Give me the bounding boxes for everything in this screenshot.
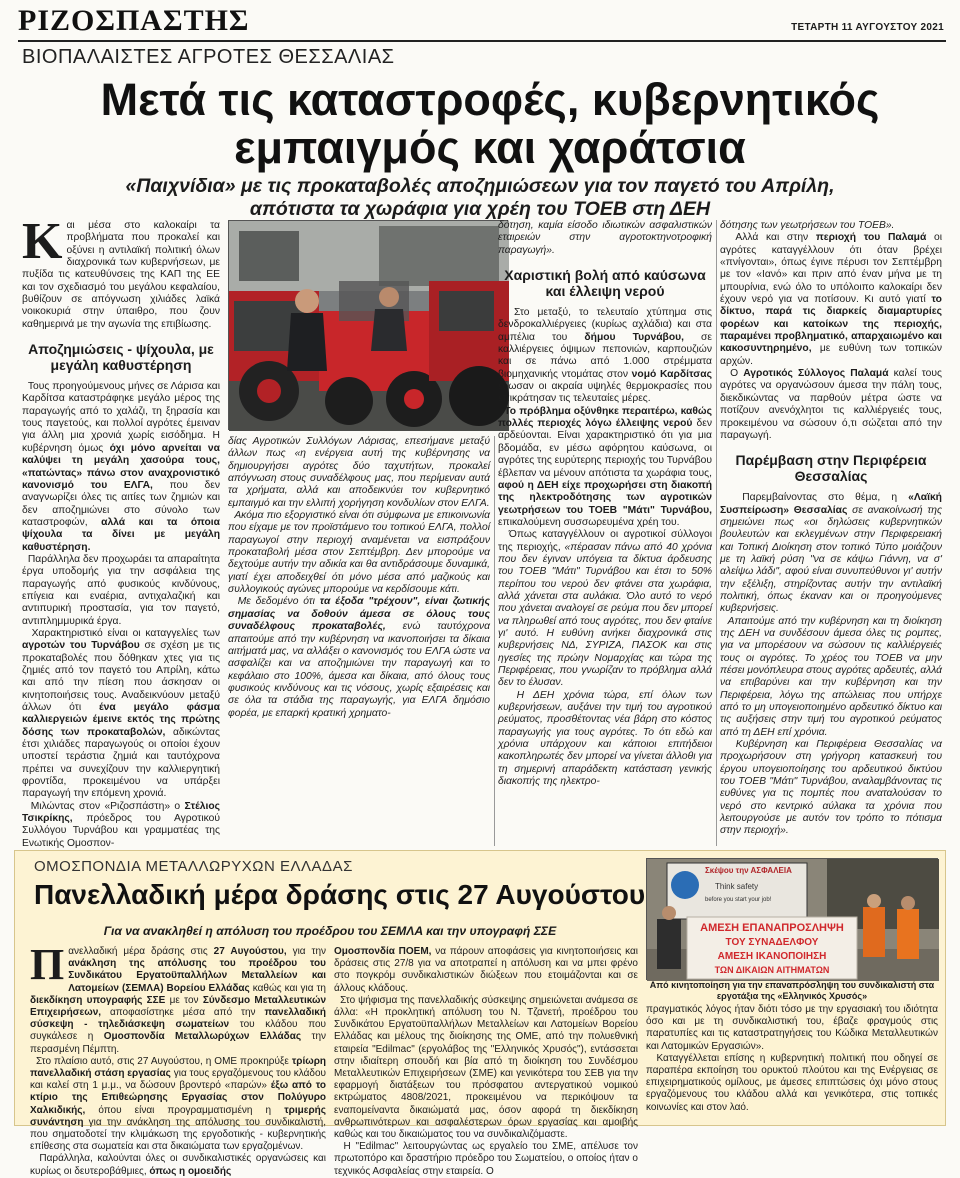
- photo-caption: Από κινητοποίηση για την επαναπρόσληψη του συνδικαλιστή στα εργοτάξια της «Ελληνικός Χρυσός»: [649, 980, 935, 1001]
- intertitle-region-intervention: Παρέμβαση στην Περιφέρεια Θεσσαλίας: [735, 452, 927, 485]
- sign-text-think: Think safety: [715, 882, 759, 891]
- paragraph-text: σε σχέση με τις προκαταβολές που δόθηκαν χτες για τις ζημιές από τον παγετό του Απρίλη, κάτω και από την πίεση που άσκησαν οι κινητοποιήσεις τους. Αναδεικνύουν μεταξύ άλλων ότι: [22, 640, 220, 714]
- bold-text: πανελλαδική σύσκεψη - τηλεδιάσκεψη σωματείων: [30, 1007, 326, 1031]
- paragraph-text: που δεν αναγνωρίζει όλες τις αιτίες των ζημιών και δεν αποζημιώνει στο σύνολο των καταστροφών,: [22, 479, 220, 528]
- bold-text: περιοχή του Παλαμά: [815, 232, 927, 244]
- paragraph-text: Τους προηγούμενους μήνες σε Λάρισα και Καρδίτσα καταστράφηκε μεγάλο μέρος της παραγωγής από το χαλάζι, τη ξηρασία και τους παγετούς, και πολλοί αγρότες έμειναν για άλλη μια χρονιά χωρίς εισόδημα. Η κυβέρνηση όμως: [22, 381, 220, 454]
- article1-column-2: [228, 436, 490, 846]
- bold-text: Ομοσπονδία ΠΟΕΜ,: [334, 946, 432, 957]
- paragraph-text: για την: [292, 946, 327, 957]
- bold-text: «Λαϊκή Συσπείρωση» Θεσσαλίας: [720, 492, 942, 516]
- article2-column-1: [30, 940, 327, 1177]
- sign-text-before: before you start your job!: [705, 897, 772, 903]
- paragraph-text: Μιλώντας στον «Ριζοσπάστη» ο: [30, 800, 181, 812]
- bold-text: νομό Καρδίτσας: [631, 368, 712, 380]
- miners-protest-photo: [646, 858, 938, 980]
- paragraph-text: Παρεμβαίνοντας στο θέμα, η: [742, 492, 898, 504]
- dateline: ΤΕΤΑΡΤΗ 11 ΑΥΓΟΥΣΤΟΥ 2021: [791, 22, 944, 33]
- paragraph-text: καλεί τους αγρότες να οργανώσουν άμεσα την πάλη τους, διεκδικώντας να παρθούν μέτρα ώστε να ποτίζουν ανενόχλητοι τις καλλιέργειές τους, προκειμένου να σώσουν ό,τι σώζεται από την παραγωγή.: [720, 368, 942, 441]
- bold-text: διεκδίκηση υπογραφής ΣΣΕ: [30, 994, 166, 1006]
- bold-text: δήμου Τυρνάβου,: [584, 331, 684, 343]
- banner-line-3: ΑΜΕΣΗ ΙΚΑΝΟΠΟΙΗΣΗ: [717, 951, 827, 962]
- paragraph-text: Παράλληλα δεν προχωράει τα απαραίτητα έργα υποδομής για την ασφάλεια της παραγωγής από φυσικούς κινδύνους, επίγεια και εναέρια, αντιχαλαζική και αντιπυρική προστασία, για τον παγετό, αντιπλημμυρικά έργα.: [22, 553, 220, 627]
- column-divider: [494, 436, 495, 846]
- article2-headline: Πανελλαδική μέρα δράσης στις 27 Αυγούστου: [34, 879, 646, 910]
- paragraph-text: Ακόμα πιο εξοργιστικό είναι ότι σύμφωνα με επικοινωνία που είχαμε με τον προϊστάμενο του τοπικού ΕΛΓΑ, πολλοί παραγωγοί στην περιοχή αναμένεται να εισπράξουν προκαταβολή μέσα στον Σεπτέμβρη. Δεν μπορούμε να δεχτούμε αυτήν την αδικία και θα αντιδράσουμε δυναμικά, γιατί έχει αποδειχθεί ότι μόνο μέσα από μαζικούς και συλλογικούς αγώνες μπορούμε να κερδίσουμε κάτι.: [228, 510, 490, 596]
- paragraph-text: αδικώντας έτσι χιλιάδες παραγωγούς οι οποίοι έχουν υποστεί τεράστια ζημιά και ταυτόχρονα πρέπει να συνεχίζουν την καλλιεργητική φροντίδα, προκειμένου να υπάρξει παραγωγή την επόμενη χρονιά.: [22, 726, 220, 800]
- bold-text: Ομοσπονδία Μεταλλωρύχων Ελλάδας: [103, 1031, 302, 1043]
- article1-headline: [50, 76, 930, 172]
- column-divider: [716, 220, 717, 846]
- article1-column-1: [22, 213, 220, 849]
- paragraph-text: σε καλλιέργειες όψιμων πεπονιών, καρπουζιών και σε πάνω από 1.000 στρέμματα βιομηχανικής ντομάτας στον: [498, 331, 712, 380]
- intertitle-heatwave: Χαριστική βολή από καύσωνα και έλλειψη νερού: [504, 267, 706, 300]
- paragraph-text: όπου είναι προγραμματισμένη η: [98, 1104, 272, 1116]
- bold-text: Το πρόβλημα οξύνθηκε περαιτέρω, καθώς πολλές περιοχές λόγω έλλειψης νερού: [498, 405, 712, 430]
- paragraph-text: Με δεδομένο ότι: [237, 596, 315, 608]
- bold-text: όχι μόνο αρνείται να καλύψει τη μεγάλη χασούρα τους, «πατώντας» πάνω στον αναχρονιστικό κανονισμό του ΕΛΓΑ,: [22, 442, 220, 491]
- paragraph-text: Κυβέρνηση και Περιφέρεια Θεσσαλίας να προχωρήσουν στη γρήγορη κατασκευή του έργου υπογειοποίησης του αρδευτικού δικτύου του ΤΟΕΒ "Μάτι" Τυρνάβου, αναλαμβάνοντας τις ευθύνες για τις πομπές που αναταλούσαν το νερό στο κεντρικό αύλακα τα χρόνια που λειτουργούσε με αυτόν τον τρόπο το πότισμα στην περιοχή».: [720, 739, 942, 837]
- article1-column-3: [498, 220, 712, 846]
- paragraph-text: για τους εργαζόμενους του κλάδου και καλεί στη 1 μ.μ., να δώσουν βροντερό «παρών»: [30, 1068, 327, 1092]
- subhead-line-1: «Παιχνίδια» με τις προκαταβολές αποζημιώσεων για τον παγετό του Απρίλη,: [125, 175, 835, 197]
- bold-text: τριμερής συνάντηση: [30, 1104, 326, 1128]
- paragraph-text: Αλλά και στην: [735, 232, 809, 244]
- sign-text-safety: Σκέψου την ΑΣΦΑΛΕΙΑ: [705, 866, 792, 875]
- article1-column-4: [720, 220, 942, 846]
- article2-subhead: Για να ανακληθεί η απόλυση του προέδρου του ΣΕΜΛΑ και την υπογραφή ΣΣΕ: [103, 924, 557, 938]
- paragraph-text: δίας Αγροτικών Συλλόγων Λάρισας, επεσήμανε μεταξύ άλλων πως «η ενέργεια αυτή της κυβέρνησης να δημιουργήσει αγρότες δύο ταχυτήτων, προκαλεί απόγνωση στους συναδέλφους μας, που περίμεναν αυτά τα χρήματα, αλλά και αποδεικνύει τον κυβερνητικό εμπαιγμό και την ελλιπή χορήγηση κονδυλίων στον ΕΛΓΑ.: [228, 436, 490, 509]
- paragraph-text: Ο: [730, 368, 739, 380]
- paragraph-text: ενώ ταυτόχρονα απαιτούμε από την κυβέρνηση να ικανοποιήσει τα δίκαια αιτήματά μας, να αλλάξει ο κανονισμός του ΕΛΓΑ ώστε να ασφαλίζει και να αποζημιώνει την παραγωγή και το κεφάλαιο στο 100%, άμεσα και δίκαια, από όλους τους φυσικούς κινδύνους και τις νόσους, χωρίς εξαιρέσεις και σε όλα τα στάδια της παραγωγής, για ΕΛΓΑ δημόσιο φορέα, με επαρκή κρατική χρηματο-: [228, 621, 490, 719]
- bold-text: τρίωρη πανελλαδική στάση εργασίας: [30, 1055, 326, 1080]
- paragraph-text: ανελλαδική μέρα δράσης στις: [68, 946, 208, 957]
- paragraph-text: Παράλληλα, καλούνται όλες οι συνδικαλιστικές οργανώσεις και κυρίως οι δευτεροβάθμιες,: [30, 1153, 327, 1177]
- bold-text: τα έξοδα "τρέχουν", είναι ζωτικής σημασίας να δοθούν άμεσα σε όλους τους συναδέλφους προκαταβολές,: [228, 596, 490, 633]
- bold-text: το δίκτυο, παρά τις διαρκείς διαμαρτυρίες φορέων και κατοίκων της περιοχής, παραμένει προβληματικό, απαρχαιωμένο και κακοσυντηρημένο,: [720, 294, 942, 355]
- italic-text: «πέρασαν πάνω από 40 χρόνια που δεν έγιναν υπόγεια τα δίκτυα άρδευσης του ΤΟΕΒ "Μάτι" Τυρνάβου και έτσι το 50% περίπου του νερού δεν φτάνει στα χωράφια, αλλά χάνεται στα αυλάκια. Όλο αυτό το νερό που χάνεται αναλογεί σε ρεύμα που δεν μπορεί να πληρωθεί από τους αγρότες, που δεν φταίνε γι' αυτό. Η ευθύνη ανήκει διαχρονικά στις κυβερνήσεις ΝΔ, ΣΥΡΙΖΑ, ΠΑΣΟΚ και στις ηγεσίες της πρώην Νομαρχίας και τώρα της Περιφέρειας, που γνωρίζαν το πρόβλημα αλλά δεν το έλυσαν.: [498, 541, 712, 689]
- article2-section-label: ΟΜΟΣΠΟΝΔΙΑ ΜΕΤΑΛΛΩΡΥΧΩΝ ΕΛΛΑΔΑΣ: [34, 858, 353, 875]
- paragraph-text: Η "Edilmac" λειτουργώντας ως εργαλείο του ΣΜΕ, απέλυσε τον πρωτοπόρο και δραστήριο πρόεδρο του Σωματείου, ο οποίος ήταν ο τεχνικός Ασφαλείας στην εταιρεία. Ο: [334, 1141, 638, 1177]
- tractor-protest-photo: [228, 220, 508, 430]
- bold-text: ανάκληση της απόλυσης του προέδρου του Συνδικάτου Εργατοϋπαλλήλων Μεταλλείων και Λατομείων (ΣΕΜΛΑ) Βορείου Ελλάδας: [68, 958, 326, 994]
- paragraph-text: την περασμένη Πέμπτη.: [30, 1031, 327, 1055]
- paragraph-text: Η ΔΕΗ χρόνια τώρα, επί όλων των κυβερνήσεων, αυξάνει την τιμή του αγροτικού ρεύματος, προσθέτοντας νέα βάρη στο κόστος παραγωγής για τους αγρότες. Το ότι εδώ και χρόνια υπάρχουν και κάποιοι επιτήδειοι κακοπληρωτές δεν μπορεί να γίνεται άλλοθι για τη σημερινή απαράδεκτη κατάσταση γενικής διακοπής της ηλεκτρο-: [498, 689, 712, 788]
- bold-text: αφού η ΔΕΗ είχε προχωρήσει στη διακοπή της ηλεκτροδότησης των αγροτικών γεωτρήσεων του ΤΟΕΒ "Μάτι" Τυρνάβου,: [498, 479, 712, 516]
- paragraph-text: πραγματικός λόγος ήταν διότι τόσο με την εργασιακή του ιδιότητα όσο και με τη συνδικαλιστική του, έβαζε φραγμούς στις παρατυπίες και τις καταστρατηγήσεις του Κώδικα Μεταλλευτικών και Λατομικών Εργασιών».: [646, 1004, 938, 1052]
- bold-text: όπως η ομοειδής: [149, 1165, 232, 1177]
- bold-text: Αγροτικός Σύλλογος Παλαμά: [743, 368, 889, 380]
- paragraph-text: δεν αρδεύονται. Είναι χαρακτηριστικό ότι για μια βδομάδα, εν μέσω αφόρητου καύσωνα, οι αγρότες της ευρύτερης περιοχής του Τυρνάβου έβλεπαν να μένουν απότιστα τα χωράφια τους,: [498, 418, 712, 479]
- paragraph-text: να πάρουν αποφάσεις για κινητοποιήσεις και δράσεις στις 27/8 για να αποτραπεί η απόλυση και να μπει φρένο στο πογκρόμ συνδικαλιστικών διώξεων που ετοιμάζονται και σε άλλους κλάδους.: [334, 946, 638, 994]
- banner-line-2: ΤΟΥ ΣΥΝΑΔΕΛΦΟΥ: [725, 937, 819, 948]
- paragraph-text: για την ανάκληση της απόλυσης του συνδικαλιστή, που σηματοδοτεί την κλιμάκωση της εργοδοτικής - κυβερνητικής επίθεσης στα σωματεία και στα δικαιώματα των εργαζομένων.: [30, 1116, 326, 1153]
- paragraph-text: Απαιτούμε από την κυβέρνηση και τη διοίκηση της ΔΕΗ να συνδέσουν άμεσα όλες τις ρομπες, για να μπορέσουν να σώσουν τις καλλιέργειές τους οι αγρότες. Το χρέος του ΤΟΕΒ να μην πέσει μονόπλευρα στους αγρότες αρδευτές, αλλά να επιβαρύνει και την κυβέρνηση και την Περιφέρεια, λόγω της απώλειας που υπήρχε από το μη υπογειοποιημένο αρδευτικό δίκτυο και τις αυξήσεις στην τιμή του αγροτικού ρεύματος από τη ΔΕΗ επί χρόνια.: [720, 615, 942, 738]
- bold-text: αγροτών του Τυρνάβου: [22, 640, 140, 652]
- paragraph-text: δότησης των γεωτρήσεων του ΤΟΕΒ».: [720, 220, 895, 231]
- paragraph-text: πρόεδρος του Αγροτικού Συλλόγου Τυρνάβου και γραμματέας της Ενωτικής Ομοσπον-: [22, 813, 220, 849]
- article2-column-3: [646, 1004, 938, 1122]
- article1-subhead: [120, 175, 840, 221]
- paragraph-text: έδωσαν οι ακραία υψηλές θερμοκρασίες που επικράτησαν τις τελευταίες μέρες.: [498, 381, 712, 405]
- paragraph-text: Στο μεταξύ, το τελευταίο χτύπημα στις δενδροκαλλιέργειες (κυρίως αχλάδια) και στα αμπέλια του: [498, 307, 712, 343]
- bold-text: ένα μεγάλο φάσμα καλλιεργειών έμεινε εκτός της πρώτης δόσης των προκαταβολών,: [22, 702, 220, 738]
- banner-line-1: ΑΜΕΣΗ ΕΠΑΝΑΠΡΟΣΛΗΨΗ: [700, 922, 844, 934]
- headline-line-1: Μετά τις καταστροφές, κυβερνητικός: [100, 74, 880, 125]
- banner-line-4: ΤΩΝ ΔΙΚΑΙΩΝ ΑΙΤΗΜΑΤΩΝ: [714, 965, 830, 975]
- dropcap-p: Π: [30, 940, 65, 989]
- dropcap-k: Κ: [22, 213, 63, 270]
- article2-column-2: [334, 946, 638, 1177]
- paragraph-text: δότηση, καμία είσοδο ιδιωτικών ασφαλιστικών εταιρειών στην αγροτοκτηνοτροφική παραγωγή».: [498, 220, 712, 256]
- paragraph-text: επικαλούμενη συσσωρευμένα χρέη του.: [498, 516, 680, 528]
- paragraph-text: με τον: [169, 994, 199, 1006]
- subhead-line-2: απότιστα τα χωράφια για χρέη του ΤΟΕΒ στη ΔΕΗ: [249, 198, 711, 220]
- intertitle-compensation: Αποζημιώσεις - ψίχουλα, με μεγάλη καθυστέρηση: [28, 341, 214, 374]
- bold-text: 27 Αυγούστου,: [213, 946, 287, 957]
- bold-text: Σύνδεσμο Μεταλλευτικών Επιχειρήσεων,: [30, 994, 327, 1019]
- paragraph-text: οι αγρότες καταγγέλλουν ότι όταν βρέχει «πνίγονται», όπως έγινε πέρυσι τον Σεπτέμβρη με τον «Ιανό» και πριν από έναν μήνα με τη μπουρίνια, ενώ όλο το υπόλοιπο καλοκαίρι δεν έχουν νερό για να ποτίσουν. Κι αυτό γιατί: [720, 232, 942, 306]
- bold-text: έξω από το κτίριο της Επιθεώρησης Εργασίας στον Πολύγυρο Χαλκιδικής,: [30, 1080, 326, 1116]
- paragraph-text: Στο ψήφισμα της πανελλαδικής σύσκεψης σημειώνεται ανάμεσα σε άλλα: «Η προκλητική απόλυση του Ν. Τζανετή, προέδρου του Συνδικάτου Εργατοϋπαλλήλων Μεταλλείων και Λατομείων Βορείου Ελλάδας και μέλους της διοίκησης της ΟΜΕ, από την πολυεθνική εταιρεία "Edilmac" (εργολάβος της "Ελληνικός Χρυσός"), εντάσσεται στην ιδιαίτερη σπουδή και βία από τη διοίκηση του Συνδέσμου Μεταλλευτικών Επιχειρήσεων (ΣΜΕ) και γενικότερα του ΣΕΒ για την εφαρμογή διατάξεων του πρόσφατου αντεργατικού νομικού εκτρώματος 4808/2021, προκειμένου να περικόψουν τα εναπομείναντα δικαιώματά μας, όσον αφορά τη διεκδίκηση ανθρωπινότερων και ασφαλέστερων όρων εργασίας και αμοιβής καθώς και του δικαιώματος του να συνδικαλιζόμαστε.: [334, 994, 638, 1141]
- italic-text: σε ανακοίνωσή της σημειώνει πως «οι δηλώσεις κυβερνητικών βουλευτών και εκλεγμένων στην Περιφερειακή και Τοπική Διοίκηση στον τοπικό Τύπο μοιάζουν με τη λαϊκή ρύση "να σε κάψω Γιάννη, να σ' αλείψω λάδι", αφού είναι συνυπεύθυνοι γι' αυτήν την εξέλιξη, στηρίζοντας αυτήν την αντιλαϊκή πολιτική, όπως έκαναν και οι προηγούμενες κυβερνήσεις.: [720, 504, 942, 615]
- paragraph-text: καθώς και για τη: [252, 982, 326, 994]
- headline-line-2: εμπαιγμός και χαράτσια: [234, 122, 746, 173]
- paragraph-text: Στο πλαίσιο αυτό, στις 27 Αυγούστου, η ΟΜΕ προκηρύξε: [35, 1055, 289, 1067]
- paragraph-text: με ευθύνη των τοπικών αρχών.: [720, 343, 942, 367]
- article1-lead-paragraph: αι μέσα στο καλοκαίρι τα προβλήματα που προκαλεί και οξύνει η αντιλαϊκή πολιτική όλων διαχρονικά των κυβερνήσεων, με πυξίδα τις κατευθύνσεις της ΚΑΠ της ΕΕ και τον σχεδιασμό του μεγάλου κεφαλαίου, βυθίζουν σε απόγνωση χιλιάδες λαϊκά νοικοκυριά στην ύπαιθρο, που ζουν καθημερινά με την αγωνία της επιβίωσης.: [22, 220, 220, 330]
- paragraph-text: Χαρακτηριστικό είναι οι καταγγελίες των: [31, 627, 220, 639]
- article1-section-label: ΒΙΟΠΑΛΑΙΣΤΕΣ ΑΓΡΟΤΕΣ ΘΕΣΣΑΛΙΑΣ: [22, 46, 395, 68]
- top-rule: [18, 40, 946, 42]
- paragraph-text: Καταγγέλλεται επίσης η κυβερνητική πολιτική που οδηγεί σε παραπέρα εκποίηση του ορυκτού πλούτου και της Ενέργειας σε επιχειρηματικούς ομίλους, με άμεσες επιπτώσεις όχι μόνο στους εργαζόμενους του κλάδου αλλά και γενικότερα, στις τοπικές κοινωνίες και στον λαό.: [646, 1052, 939, 1113]
- masthead: ΡΙΖΟΣΠΑΣΤΗΣ: [18, 4, 250, 37]
- paragraph-text: Όπως καταγγέλλουν οι αγροτικοί σύλλογοι της περιοχής,: [498, 529, 712, 553]
- paragraph-text: του κλάδου που συγκάλεσε η: [30, 1019, 326, 1043]
- bold-text: Στέλιος Τσικρίκης,: [22, 800, 220, 825]
- paragraph-text: αποφασίστηκε μέσα από την: [109, 1007, 256, 1019]
- bold-text: αλλά και τα όποια ψίχουλα τα δίνει με μεγάλη καθυστέρηση.: [22, 516, 220, 553]
